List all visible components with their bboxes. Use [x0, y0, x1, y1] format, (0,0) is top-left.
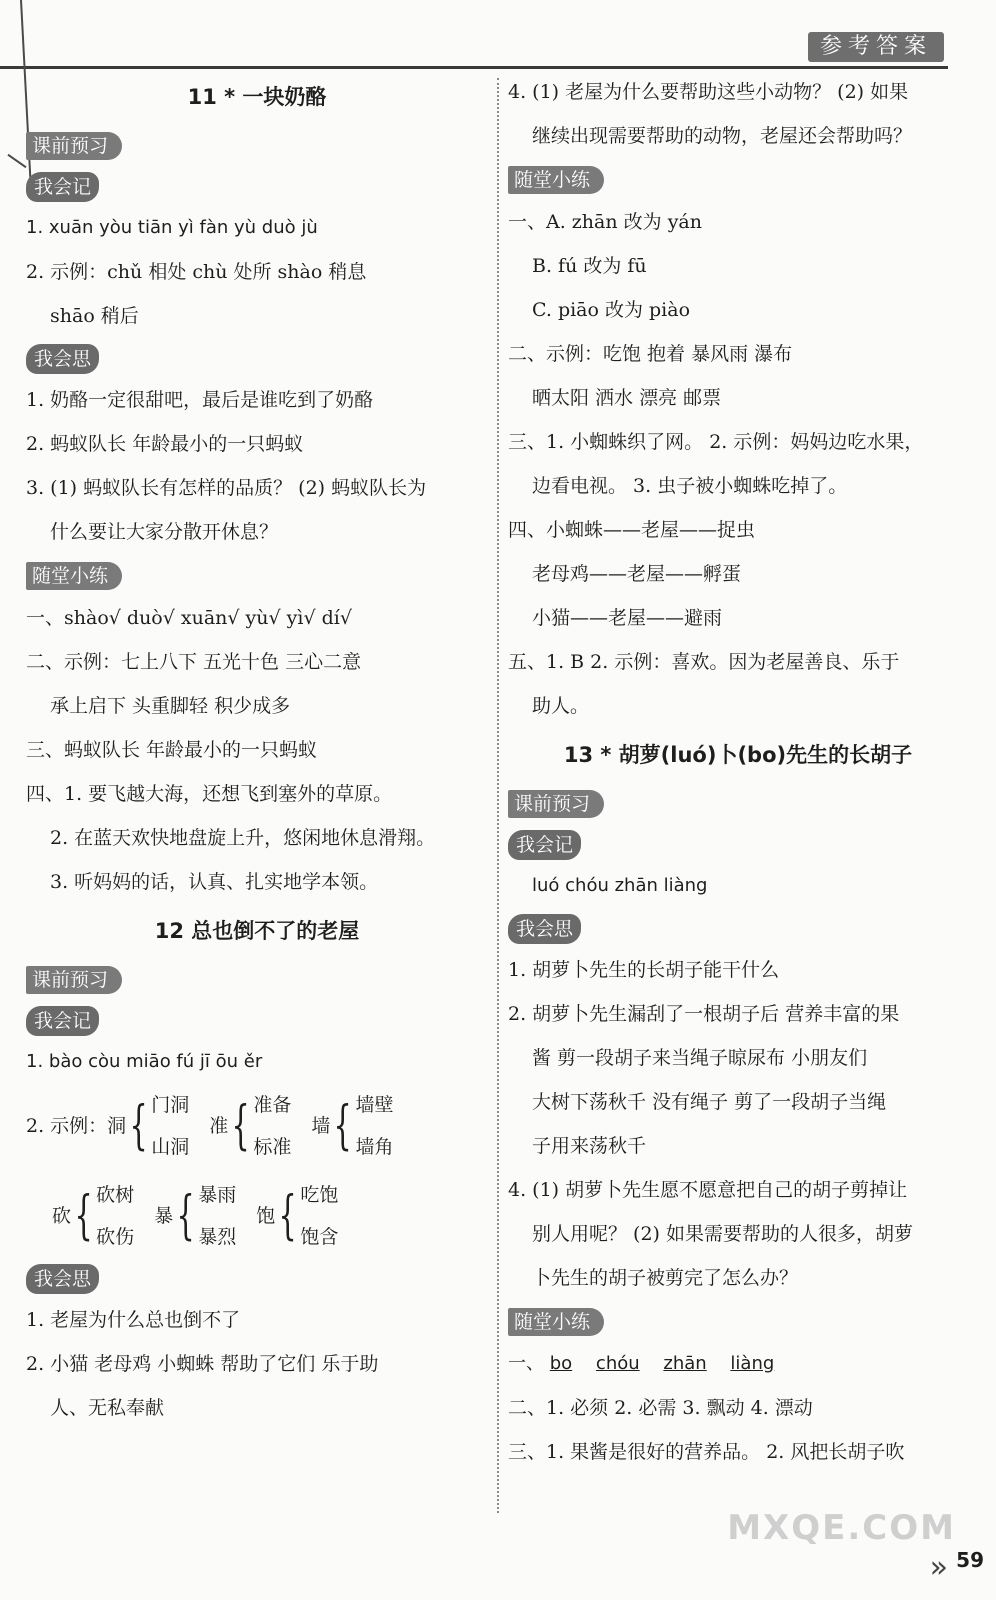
answer-line: 一、A. zhān 改为 yán [508, 211, 702, 233]
group-word: 门洞 [151, 1094, 190, 1116]
group-word: 饱含 [300, 1226, 339, 1248]
group-char: 暴 [154, 1205, 174, 1227]
answer-line: 2. 示例：chǔ 相处 chù 处所 shào 稍息 [26, 261, 367, 283]
answer-line: 2. 胡萝卜先生漏刮了一根胡子后 营养丰富的果 [508, 1003, 900, 1025]
sub-memorize: 我会记 [26, 1006, 99, 1036]
answer-line: 老母鸡——老屋——孵蛋 [532, 563, 742, 585]
answer-line: 子用来荡秋千 [532, 1135, 647, 1157]
right-column [508, 70, 968, 1474]
answer-line: 4. (1) 老屋为什么要帮助这些小动物？ (2) 如果 [508, 81, 909, 103]
section-pre-study: 课前预习 [26, 966, 122, 994]
group-word: 标准 [253, 1136, 292, 1158]
answer-line: 二、示例：七上八下 五光十色 三心二意 [26, 651, 362, 673]
margin-tick [7, 154, 26, 168]
group-word: 墙角 [355, 1136, 394, 1158]
answer-line: 大树下荡秋千 没有绳子 剪了一段胡子当绳 [532, 1091, 887, 1113]
brace-icon: { [176, 1186, 195, 1246]
answer-line: 4. (1) 胡萝卜先生愿不愿意把自己的胡子剪掉让 [508, 1179, 908, 1201]
group-word: 吃饱 [300, 1184, 339, 1206]
section-pre-study: 课前预习 [26, 132, 122, 160]
answer-line: 四、小蜘蛛——老屋——捉虫 [508, 519, 756, 541]
answer-line: 三、1. 小蜘蛛织了网。 2. 示例：妈妈边吃水果， [508, 431, 924, 453]
header-rule [0, 66, 948, 69]
group-word: 暴烈 [198, 1226, 237, 1248]
group-char: 准 [209, 1115, 229, 1137]
underlined-pinyin: bo [549, 1353, 573, 1374]
lesson-12-title: 12 总也倒不了的老屋 [154, 919, 360, 943]
answer-line: 1. 老屋为什么总也倒不了 [26, 1309, 241, 1331]
group-word: 砍伤 [96, 1226, 135, 1248]
brace-icon: { [74, 1186, 93, 1246]
answer-line: 晒太阳 洒水 漂亮 邮票 [532, 387, 722, 409]
underlined-pinyin: chóu [595, 1353, 640, 1374]
answer-label: 2. 示例： [26, 1115, 108, 1137]
answer-line: 小猫——老屋——避雨 [532, 607, 723, 629]
group-word: 墙壁 [355, 1094, 394, 1116]
item-prefix: 一、 [508, 1353, 544, 1374]
column-divider [497, 78, 500, 1513]
group-word: 暴雨 [198, 1184, 237, 1206]
group-word: 准备 [253, 1094, 292, 1116]
answer-line: 一、shào√ duò√ xuān√ yù√ yì√ dí√ [26, 607, 352, 629]
sub-think: 我会思 [508, 914, 581, 944]
answer-line: 别人用呢？ (2) 如果需要帮助的人很多，胡萝 [532, 1223, 913, 1245]
answer-line: luó chóu zhān liàng [532, 875, 708, 896]
lesson-13-title: 13 * 胡萝(luó)卜(bo)先生的长胡子 [563, 743, 913, 767]
page-number: 59 [956, 1548, 984, 1572]
group-word: 砍树 [96, 1184, 135, 1206]
underlined-pinyin: liàng [730, 1353, 775, 1374]
section-pre-study: 课前预习 [508, 790, 604, 818]
answer-line: 边看电视。 3. 虫子被小蜘蛛吃掉了。 [532, 475, 848, 497]
answer-line: 2. 蚂蚁队长 年龄最小的一只蚂蚁 [26, 433, 304, 455]
answer-line: 助人。 [532, 695, 590, 717]
sub-think: 我会思 [26, 344, 99, 374]
answer-line: 3. (1) 蚂蚁队长有怎样的品质？ (2) 蚂蚁队长为 [26, 477, 427, 499]
answer-line: 2. 在蓝天欢快地盘旋上升，悠闲地休息滑翔。 [50, 827, 436, 849]
answer-line: 1. 胡萝卜先生的长胡子能干什么 [508, 959, 780, 981]
answer-line: 四、1. 要飞越大海，还想飞到塞外的草原。 [26, 783, 393, 805]
answer-line: shāo 稍后 [50, 305, 139, 327]
sub-memorize: 我会记 [508, 830, 581, 860]
header-tag: 参考答案 [808, 32, 944, 62]
answer-line: 继续出现需要帮助的动物，老屋还会帮助吗？ [532, 125, 913, 147]
answer-line: 什么要让大家分散开休息？ [50, 521, 279, 543]
group-char: 洞 [107, 1115, 127, 1137]
answer-line: 1. bào còu miāo fú jī ōu ěr [26, 1051, 263, 1072]
left-column [26, 70, 488, 1430]
answer-line: 酱 剪一段胡子来当绳子晾尿布 小朋友们 [532, 1047, 868, 1069]
brace-icon: { [129, 1096, 148, 1156]
watermark: MXQE.COM [727, 1508, 956, 1548]
answer-line: C. piāo 改为 piào [532, 299, 691, 321]
word-group-row [26, 1174, 488, 1258]
answer-line: 2. 小猫 老母鸡 小蜘蛛 帮助了它们 乐于助 [26, 1353, 379, 1375]
answer-line: 卜先生的胡子被剪完了怎么办？ [532, 1267, 799, 1289]
answer-line: 二、示例：吃饱 抱着 暴风雨 瀑布 [508, 343, 793, 365]
answer-line: 三、蚂蚁队长 年龄最小的一只蚂蚁 [26, 739, 318, 761]
section-practice: 随堂小练 [508, 1308, 604, 1336]
brace-icon: { [231, 1096, 250, 1156]
underlined-pinyin: zhān [663, 1353, 707, 1374]
group-char: 砍 [52, 1205, 72, 1227]
section-practice: 随堂小练 [26, 562, 122, 590]
answer-line: 三、1. 果酱是很好的营养品。 2. 风把长胡子吹 [508, 1441, 905, 1463]
answer-line: 二、1. 必须 2. 必需 3. 飘动 4. 漂动 [508, 1397, 813, 1419]
sub-think: 我会思 [26, 1264, 99, 1294]
brace-icon: { [333, 1096, 353, 1156]
answer-line: 人、无私奉献 [50, 1397, 165, 1419]
brace-icon: { [278, 1186, 297, 1246]
group-char: 饱 [256, 1205, 276, 1227]
sub-memorize: 我会记 [26, 172, 99, 202]
answer-line: 1. xuān yòu tiān yì fàn yù duò jù [26, 217, 318, 238]
answer-line: 五、1. B 2. 示例：喜欢。因为老屋善良、乐于 [508, 651, 900, 673]
answer-line: B. fú 改为 fū [532, 255, 647, 277]
answer-line: 承上启下 头重脚轻 积少成多 [50, 695, 291, 717]
group-char: 墙 [311, 1115, 331, 1137]
answer-line [508, 1342, 968, 1386]
lesson-11-title: 11 * 一块奶酪 [187, 85, 327, 109]
answer-line: 1. 奶酪一定很甜吧，最后是谁吃到了奶酪 [26, 389, 374, 411]
word-group-row [26, 1084, 488, 1168]
answer-line: 3. 听妈妈的话，认真、扎实地学本领。 [50, 871, 379, 893]
chevron-right-icon: » [929, 1550, 948, 1585]
section-practice: 随堂小练 [508, 166, 604, 194]
group-word: 山洞 [151, 1136, 190, 1158]
